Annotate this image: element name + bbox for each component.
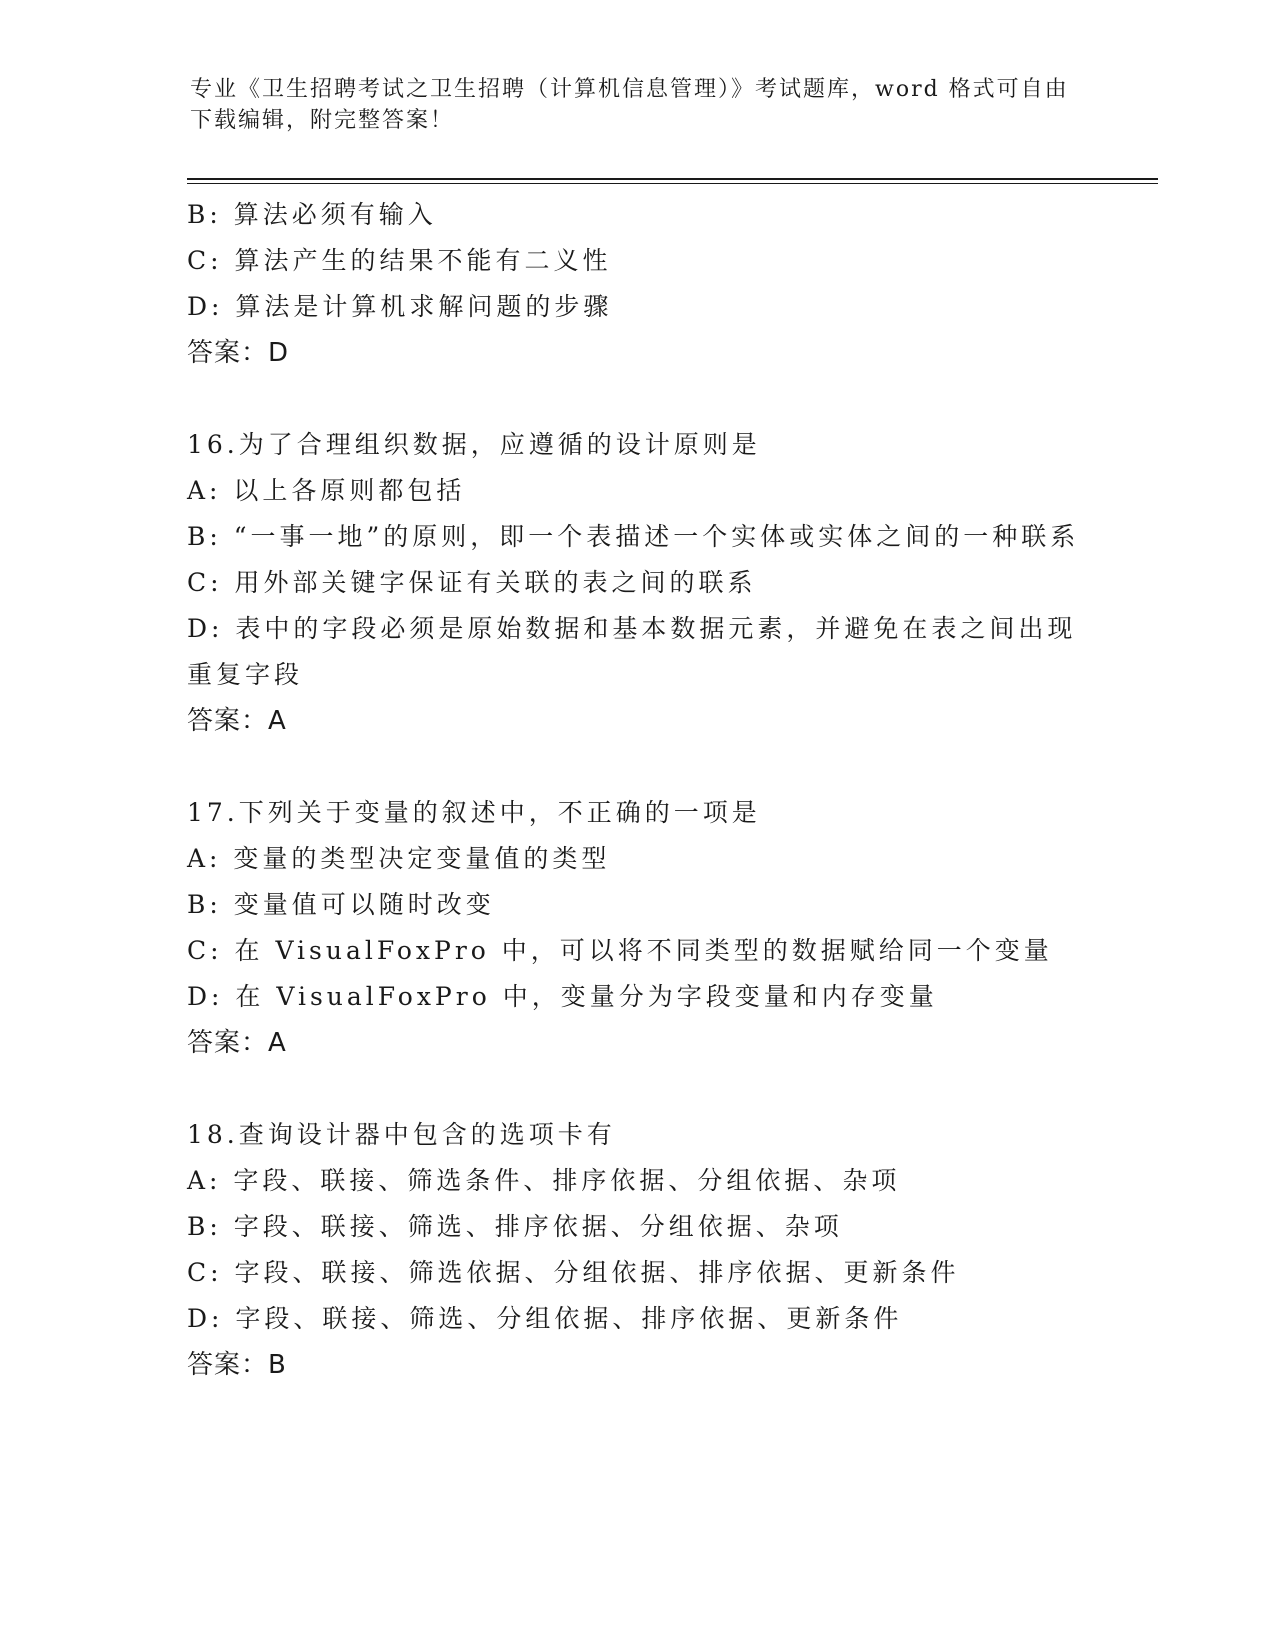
q15-answer: 答案：D	[187, 338, 290, 368]
q17-answer: 答案：A	[187, 1028, 287, 1058]
q17-option-c: C: 在 VisualFoxPro 中，可以将不同类型的数据赋给同一个变量	[187, 936, 1053, 965]
q18-option-c: C: 字段、联接、筛选依据、分组依据、排序依据、更新条件	[187, 1258, 960, 1287]
q17-question: 17.下列关于变量的叙述中，不正确的一项是	[187, 798, 761, 827]
header-rule-thin	[187, 183, 1158, 184]
q16-option-d: D: 表中的字段必须是原始数据和基本数据元素，并避免在表之间出现重复字段	[187, 614, 1077, 689]
q15-option-c: C: 算法产生的结果不能有二义性	[187, 246, 612, 275]
q17-option-d: D: 在 VisualFoxPro 中，变量分为字段变量和内存变量	[187, 982, 938, 1011]
document-header: 专业《卫生招聘考试之卫生招聘（计算机信息管理）》考试题库，word 格式可自由下载编辑，附完整答案！	[190, 77, 1069, 133]
q16-question: 16.为了合理组织数据，应遵循的设计原则是	[187, 430, 761, 459]
question-18	[187, 1112, 1087, 1388]
q18-answer: 答案：B	[187, 1350, 287, 1380]
q18-option-b: B: 字段、联接、筛选、排序依据、分组依据、杂项	[187, 1212, 843, 1241]
question-15-fragment	[187, 192, 1087, 376]
q16-option-b: B: “一事一地”的原则，即一个表描述一个实体或实体之间的一种联系	[187, 522, 1080, 551]
q15-option-b: B: 算法必须有输入	[187, 200, 437, 229]
question-17	[187, 790, 1087, 1066]
q16-option-c: C: 用外部关键字保证有关联的表之间的联系	[187, 568, 757, 597]
spacer	[187, 1066, 1087, 1112]
q16-option-a: A: 以上各原则都包括	[187, 476, 466, 505]
spacer	[187, 744, 1087, 790]
q16-answer: 答案：A	[187, 706, 287, 736]
q18-option-d: D: 字段、联接、筛选、分组依据、排序依据、更新条件	[187, 1304, 903, 1333]
question-16	[187, 422, 1087, 744]
spacer	[187, 376, 1087, 422]
q17-option-b: B: 变量值可以随时改变	[187, 890, 495, 919]
q17-option-a: A: 变量的类型决定变量值的类型	[187, 844, 611, 873]
q15-option-d: D: 算法是计算机求解问题的步骤	[187, 292, 613, 321]
q18-question: 18.查询设计器中包含的选项卡有	[187, 1120, 616, 1149]
q18-option-a: A: 字段、联接、筛选条件、排序依据、分组依据、杂项	[187, 1166, 901, 1195]
question-list	[187, 192, 1087, 1388]
header-rule-thick	[187, 178, 1158, 180]
